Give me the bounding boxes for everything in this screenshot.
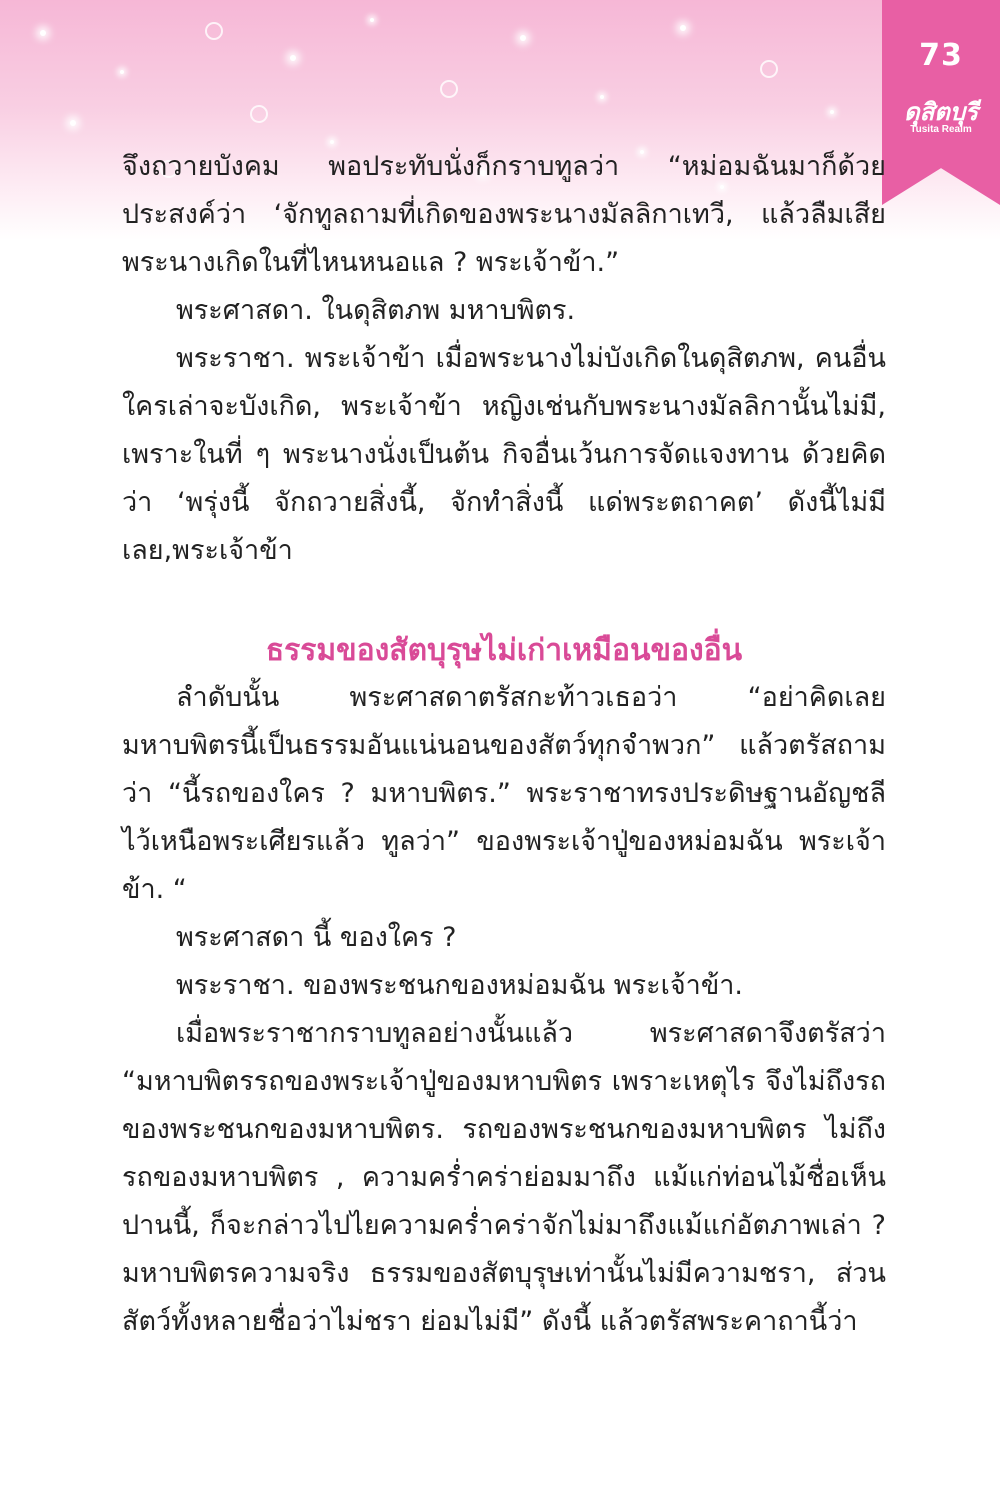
- brand-subtitle: Tusita Realm: [910, 124, 972, 135]
- brand-logo: ดุสิตบุรี: [904, 97, 978, 126]
- sparkle-decoration: [290, 55, 296, 61]
- sparkle-decoration: [120, 70, 124, 74]
- sparkle-decoration: [250, 105, 268, 123]
- paragraph: พระราชา. พระเจ้าข้า เมื่อพระนางไม่บังเกิดในดุสิตภพ, คนอื่นใครเล่าจะบังเกิด, พระเจ้าข้า หญิงเช่นกับพระนางมัลลิกานั้นไม่มี, เพราะในที่ ๆ พระนางนั่งเป็นต้น กิจอื่นเว้นการจัดแจงทาน ด้วยคิดว่า ‘พรุ่งนี้ จักถวายสิ่งนี้, จักทำสิ่งนี้ แด่พระตถาคต’ ดังนี้ไม่มีเลย,พระเจ้าข้า: [122, 343, 886, 566]
- sparkle-decoration: [830, 110, 834, 114]
- paragraph: เมื่อพระราชากราบทูลอย่างนั้นแล้ว พระศาสดาจึงตรัสว่า “มหาบพิตรรถของพระเจ้าปู่ของมหาบพิตร เพราะเหตุไร จึงไม่ถึงรถของพระชนกของมหาบพิตร. รถของพระชนกของมหาบพิตร ไม่ถึงรถของมหาบพิตร , ความคร่ำคร่าย่อมมาถึง แม้แก่ท่อนไม้ชื่อเห็นปานนี้, ก็จะกล่าวไปไยความคร่ำคร่าจักไม่มาถึงแม้แก่อัตภาพเล่า ? มหาบพิตรความจริง ธรรมของสัตบุรุษเท่านั้นไม่มีความชรา, ส่วนสัตว์ทั้งหลายชื่อว่าไม่ชรา ย่อมไม่มี” ดังนี้ แล้วตรัสพระคาถานี้ว่า: [122, 1018, 886, 1337]
- sparkle-decoration: [680, 25, 686, 31]
- paragraph: พระศาสดา นี้ ของใคร ?: [176, 922, 457, 953]
- sparkle-decoration: [40, 30, 46, 36]
- sparkle-decoration: [600, 95, 604, 99]
- sparkle-decoration: [520, 35, 526, 41]
- page-number: 73: [919, 38, 963, 73]
- sparkle-decoration: [440, 80, 458, 98]
- paragraph: พระศาสดา. ในดุสิตภพ มหาบพิตร.: [176, 295, 576, 326]
- sparkle-decoration: [370, 18, 374, 22]
- section-two-body: [122, 674, 886, 1346]
- section-heading: ธรรมของสัตบุรุษไม่เก่าเหมือนของอื่น: [265, 633, 743, 668]
- sparkle-decoration: [70, 120, 76, 126]
- sparkle-decoration: [760, 60, 778, 78]
- section-one-body: [122, 143, 886, 575]
- paragraph: จึงถวายบังคม พอประทับนั่งก็กราบทูลว่า “หม่อมฉันมาก็ด้วยประสงค์ว่า ‘จักทูลถามที่เกิดของพระนางมัลลิกาเทวี, แล้วลืมเสีย พระนางเกิดในที่ไหนหนอแล ? พระเจ้าข้า.”: [122, 151, 886, 278]
- sparkle-decoration: [205, 22, 223, 40]
- paragraph: ลำดับนั้น พระศาสดาตรัสกะท้าวเธอว่า “อย่าคิดเลย มหาบพิตรนี้เป็นธรรมอันแน่นอนของสัตว์ทุกจำพวก” แล้วตรัสถามว่า “นี้รถของใคร ? มหาบพิตร.” พระราชาทรงประดิษฐานอัญชลีไว้เหนือพระเศียรแล้ว ทูลว่า” ของพระเจ้าปู่ของหม่อมฉัน พระเจ้าข้า. “: [122, 682, 886, 905]
- paragraph: พระราชา. ของพระชนกของหม่อมฉัน พระเจ้าข้า.: [176, 970, 744, 1001]
